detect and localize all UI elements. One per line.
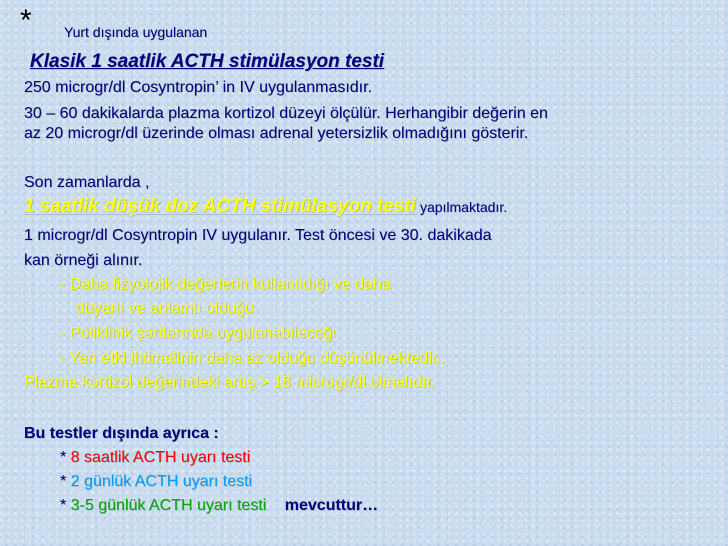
section1-line1: 250 microgr/dl Cosyntropin’ in IV uygulanmasıdır. — [24, 79, 373, 96]
list-star: * — [60, 473, 71, 490]
section2-title-row — [24, 197, 507, 218]
list-item-text: 8 saatlik ACTH uyarı testi — [70, 449, 251, 466]
star-bullet: * — [20, 4, 32, 37]
bullet-2: - Poliklinik şartlarında uygulanabileceği — [60, 325, 336, 342]
section1-title: Klasik 1 saatlik ACTH stimülasyon testi — [30, 51, 385, 72]
bullet-3: - Yan etki ihtimalinin daha az olduğu düşünülmektedir.. — [60, 350, 446, 367]
section1-line2: 30 – 60 dakikalarda plazma kortizol düzeyi ölçülür. Herhangibir değerin en — [24, 105, 548, 122]
list-star: * — [60, 449, 71, 466]
list-item — [60, 448, 250, 468]
list-item — [60, 496, 378, 516]
section1-line3: az 20 microgr/dl üzerinde olması adrenal yetersizlik olmadığını gösterir. — [24, 125, 529, 142]
section2-conclusion: Plazma kortizol değerindeki artış > 18 microgr/dl olmalıdır. — [24, 374, 436, 391]
section2-intro: Son zamanlarda , — [24, 174, 150, 191]
section2-title: 1 saatlik düşük doz ACTH stimülasyon testi — [24, 196, 417, 217]
list-item-text: 2 günlük ACTH uyarı testi — [70, 473, 253, 490]
section2-line1: 1 microgr/dl Cosyntropin IV uygulanır. Test öncesi ve 30. dakikada — [24, 227, 492, 244]
section3-intro: Bu testler dışında ayrıca : — [24, 425, 219, 442]
list-item — [60, 472, 252, 492]
bullet-1b: duyarlı ve anlamlı olduğu — [76, 300, 254, 317]
subtitle: Yurt dışında uygulanan — [64, 24, 208, 40]
bullet-1a: - Daha fizyolojik değerlerin kullanıldığı ve daha — [60, 276, 391, 293]
section2-title-suffix: yapılmaktadır. — [416, 199, 508, 215]
section2-line2: kan örneği alınır. — [24, 252, 143, 269]
list-star: * — [60, 497, 71, 514]
list-item-text: 3-5 günlük ACTH uyarı testi — [70, 497, 267, 514]
section3-suffix: mevcuttur… — [284, 497, 379, 514]
